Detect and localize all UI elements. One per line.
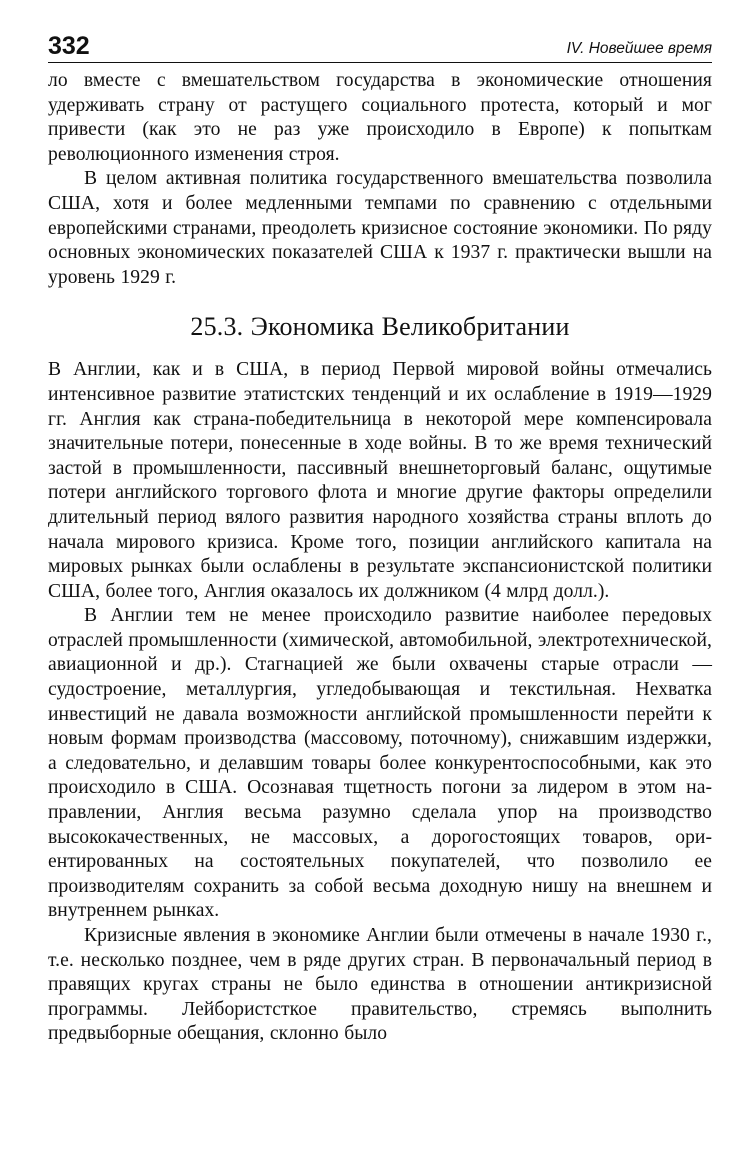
paragraph: В целом активная политика государственного вмешательства позволила США, хотя и более медленными темпами по сравнению с отдельными европейскими странами, преодолеть кризисное состояние экономики. По ряду основных экономических показателей США к 1937 г. практически вышли на уровень 1929 г. [48,168,712,288]
page-number: 332 [48,32,90,60]
paragraph: Кризисные явления в экономике Англии были отмечены в начале 1930 г., т.е. несколько позднее, чем в ряде других стран. В первоначальный период в правящих кругах страны не было единства в отношении антикризисной программы. Лейбористсткое правительство, стремясь выполнить предвыборные обещания, склонно было [48,925,712,1045]
page-body [48,69,712,1047]
paragraph: В Англии тем не менее происходило развитие наиболее передовых отраслей промышленности (химической, автомобильной, электротехнической, авиационной и др.). Стагнацией же были охвачены старые отрасли — судостроение, металлургия, угледобывающая и текстильная. Нехватка инвестиций не давала возможности английской промышленности перейти к новым формам производства (массовому, поточному), снижавшим издержки, а следовательно, и делавшим товары более конкурентоспособными, как это происходило в США. Осознавая тщетность погони за лидером в этом направлении, Англия весьма разумно сделала упор на производство высококачественных, не массовых, а дорогостоящих товаров, ориентированных на состоятельных покупателей, что позволило ее производителям сохранить за собой весьма доходную нишу на внешнем и внутреннем рынках. [48,605,712,922]
book-page [48,26,712,1047]
running-header [48,26,712,63]
paragraph-continued: ло вместе с вмешательством государства в экономические отношения удерживать страну от растущего социального протеста, который и мог привести (как это не раз уже происходило в Европе) к попыткам революционного изменения строя. [48,70,712,165]
section-running-title: IV. Новейшее время [566,39,712,57]
section-heading: 25.3. Экономика Великобритании [190,312,570,342]
paragraph: В Англии, как и в США, в период Первой мировой войны отмечались интенсивное развитие этатистских тенденций и их ослабление в 1919—1929 гг. Англия как страна-победительница в некоторой мере компенсировала значительные потери, понесенные в ходе войны. В то же время технический застой в промышленности, пассивный внешнеторговый баланс, ощутимые потери английского торгового флота и многие другие факторы определили длительный период вялого развития народного хозяйства страны вплоть до начала мирового кризиса. Кроме того, позиции английского капитала на мировых рынках были ослаблены в результате экспансионистской политики США, более того, Англия оказалось их должником (4 млрд долл.). [48,359,712,602]
